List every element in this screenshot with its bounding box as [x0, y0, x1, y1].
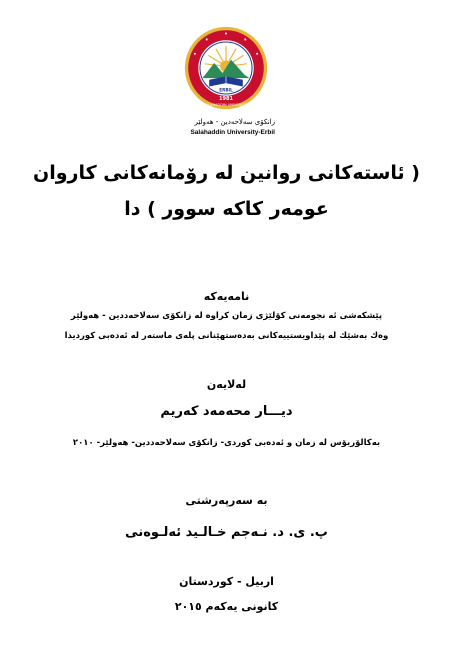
university-name-kurdish: زانكۆی سەلاحەدین - هەولێر	[194, 118, 275, 126]
thesis-title-line-2: عومەر كاكە سوور ) دا	[124, 198, 329, 220]
seal-name-text: SALAHADDIN UNIVERSITY	[203, 102, 249, 107]
university-seal-logo	[184, 26, 268, 110]
author-degree: بەكالۆریۆس لە زمان و ئەدەبی كوردی- زانكۆی سەلاحەددین- هەولێر- ٢٠١٠	[72, 438, 381, 448]
thesis-description-line-2: وەك بەشێك لە پێداویستییەكانی بەدەستهێنانی پلەی ماستەر لە ئەدەبی كوردیدا	[64, 331, 389, 341]
thesis-description-line-1: پێشكەشی ئە نجومەنی كۆلێژی زمان كراوە لە زانكۆی سەلاحەددین - هەولێر	[70, 311, 383, 321]
seal-city-text: ERBIL	[219, 87, 233, 93]
supervisor-name: پ. ی. د. نـەجم خـالـید ئەلـوەنی	[125, 525, 328, 540]
seal-year-text: 1981	[218, 95, 234, 102]
author-label: لەلایەن	[206, 378, 247, 391]
supervisor-label: بە سەرپەرشتی	[185, 494, 268, 507]
university-name-english: Salahaddin University-Erbil	[190, 129, 275, 136]
place-text: اربیل - كوردستان	[179, 575, 274, 588]
thesis-label: نامەیەكە	[203, 290, 250, 303]
thesis-title-line-1: ( ئاستەكانی روانین لە رۆمانەكانی كاروان	[33, 162, 420, 184]
author-name: دیـــار محەمەد كەریم	[160, 404, 293, 419]
date-text: كانونی یەكەم ٢٠١٥	[174, 600, 279, 613]
